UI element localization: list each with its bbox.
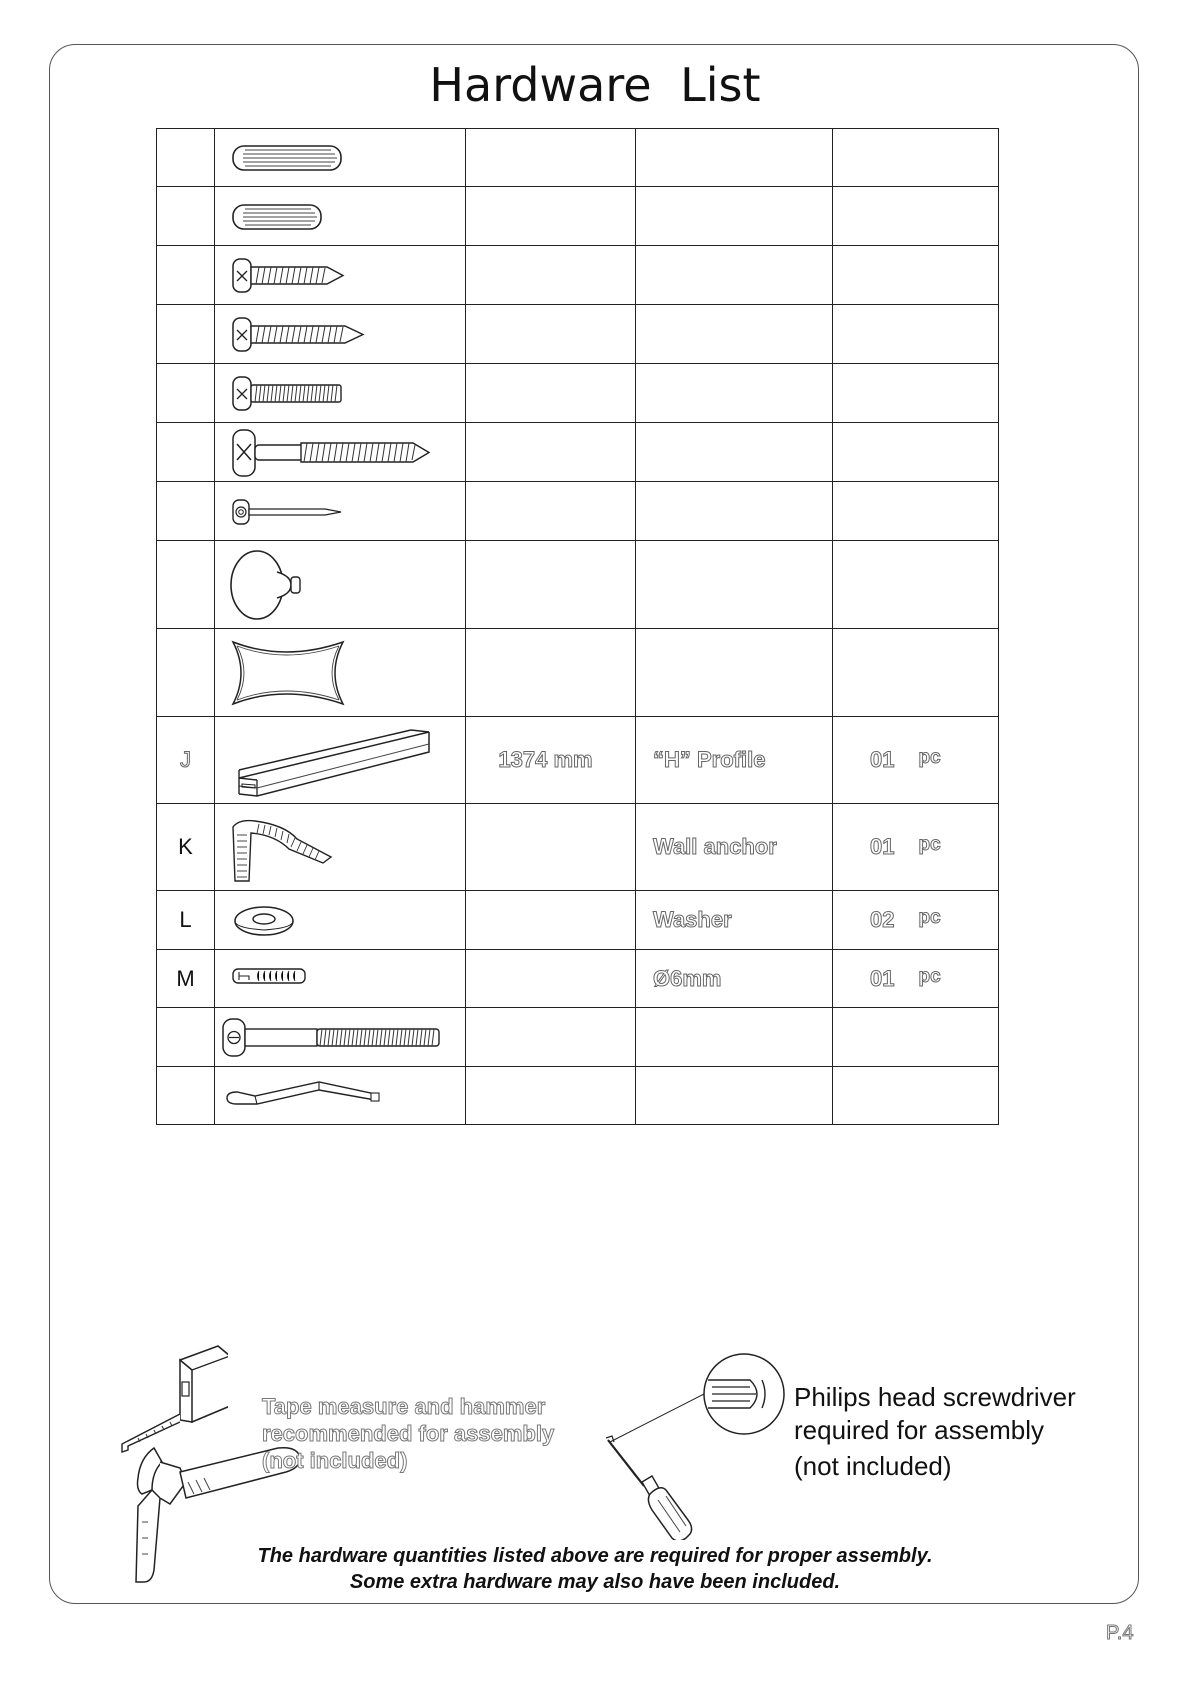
- row-length: [466, 629, 636, 717]
- tape-measure-hammer-note: [262, 1393, 554, 1474]
- plastic-plug-icon: [215, 950, 466, 1008]
- table-row: [157, 1008, 999, 1067]
- table-row: [157, 482, 999, 541]
- tools-left-line-3: (not included): [262, 1448, 408, 1473]
- row-description: [636, 423, 833, 482]
- row-quantity: [833, 129, 999, 187]
- wall-anchor-strap-icon: [215, 804, 466, 891]
- row-length: [466, 804, 636, 891]
- row-letter: J: [180, 747, 191, 772]
- row-length: [466, 305, 636, 364]
- row-letter: [157, 541, 215, 629]
- row-letter: [157, 364, 215, 423]
- row-length: 1374 mm: [498, 747, 593, 772]
- hex-bolt-icon: [215, 1008, 466, 1067]
- row-letter: [157, 305, 215, 364]
- row-quantity: [833, 482, 999, 541]
- row-description: [636, 541, 833, 629]
- row-length: [466, 891, 636, 950]
- row-quantity: [833, 966, 998, 992]
- row-quantity: [833, 1067, 999, 1125]
- row-length: [466, 1067, 636, 1125]
- table-row: [157, 129, 999, 187]
- quantity-unit: pc: [918, 747, 941, 768]
- allen-key-icon: [215, 1067, 466, 1125]
- tools-left-line-2: recommended for assembly: [262, 1421, 555, 1446]
- row-quantity: [833, 364, 999, 423]
- table-row: [157, 629, 999, 717]
- row-letter: [157, 1008, 215, 1067]
- table-row: [157, 187, 999, 246]
- knob-icon: [215, 541, 466, 629]
- wood-screw-short-icon: [215, 246, 466, 305]
- row-description: “H” Profile: [653, 747, 766, 772]
- row-letter: [157, 187, 215, 246]
- hardware-disclaimer: [0, 1543, 1190, 1595]
- row-quantity: [833, 747, 998, 773]
- row-quantity: [833, 541, 999, 629]
- table-row: [157, 950, 999, 1008]
- row-length: [466, 1008, 636, 1067]
- row-length: [466, 950, 636, 1008]
- row-description: Wall anchor: [653, 834, 777, 859]
- quantity-unit: pc: [918, 965, 941, 987]
- row-letter: [157, 246, 215, 305]
- page-title: Hardware List: [429, 58, 761, 112]
- row-quantity: [833, 1008, 999, 1067]
- row-description: [636, 1008, 833, 1067]
- row-description: Ø6mm: [653, 965, 722, 991]
- table-row: [157, 305, 999, 364]
- row-length: [466, 541, 636, 629]
- table-row: [157, 1067, 999, 1125]
- row-description: [636, 246, 833, 305]
- wood-dowel-long-icon: [215, 129, 466, 187]
- row-length: [466, 129, 636, 187]
- table-row: [157, 717, 999, 804]
- quantity-value: 01: [870, 834, 895, 859]
- row-letter: L: [179, 907, 192, 932]
- row-description: [636, 482, 833, 541]
- row-quantity: [833, 246, 999, 305]
- tools-right-line-2: required for assembly: [794, 1415, 1044, 1445]
- row-letter: M: [176, 965, 195, 991]
- row-description: Washer: [653, 907, 732, 932]
- page-number: P.4: [1106, 1622, 1134, 1644]
- table-row: [157, 541, 999, 629]
- row-letter: [157, 1067, 215, 1125]
- tools-right-line-3: (not included): [794, 1451, 952, 1481]
- row-description: [636, 1067, 833, 1125]
- wood-screw-long-icon: [215, 423, 466, 482]
- row-description: [636, 364, 833, 423]
- wood-dowel-short-icon: [215, 187, 466, 246]
- row-length: [466, 246, 636, 305]
- row-quantity: [833, 629, 999, 717]
- table-row: [157, 891, 999, 950]
- quantity-value: 01: [870, 965, 895, 991]
- quantity-unit: pc: [918, 834, 941, 855]
- table-row: [157, 246, 999, 305]
- row-letter: K: [178, 834, 193, 859]
- table-row: [157, 364, 999, 423]
- row-quantity: [833, 907, 998, 933]
- row-length: [466, 187, 636, 246]
- footer-line-2: Some extra hardware may also have been included.: [349, 1571, 841, 1593]
- row-quantity: [833, 423, 999, 482]
- tools-right-line-1: Philips head screwdriver: [794, 1382, 1076, 1412]
- wood-screw-medium-icon: [215, 305, 466, 364]
- row-description: [636, 629, 833, 717]
- row-letter: [157, 629, 215, 717]
- washer-icon: [215, 891, 466, 950]
- table-row: [157, 423, 999, 482]
- row-length: [466, 423, 636, 482]
- nail-icon: [215, 482, 466, 541]
- screwdriver-icon: [600, 1350, 790, 1540]
- row-letter: [157, 482, 215, 541]
- felt-pad-icon: [215, 629, 466, 717]
- row-description: [636, 129, 833, 187]
- row-length: [466, 482, 636, 541]
- footer-line-1: The hardware quantities listed above are required for proper assembly.: [257, 1545, 933, 1567]
- quantity-value: 02: [870, 907, 895, 932]
- quantity-value: 01: [870, 747, 895, 772]
- row-letter: [157, 129, 215, 187]
- hardware-table: [156, 128, 999, 1125]
- row-letter: [157, 423, 215, 482]
- row-description: [636, 187, 833, 246]
- table-row: [157, 804, 999, 891]
- row-quantity: [833, 305, 999, 364]
- row-description: [636, 305, 833, 364]
- screwdriver-note: [794, 1381, 1076, 1483]
- row-quantity: [833, 187, 999, 246]
- machine-screw-icon: [215, 364, 466, 423]
- h-profile-icon: [215, 717, 466, 804]
- quantity-unit: pc: [918, 907, 941, 928]
- tools-left-line-1: Tape measure and hammer: [262, 1394, 546, 1419]
- row-quantity: [833, 834, 998, 860]
- row-length: [466, 364, 636, 423]
